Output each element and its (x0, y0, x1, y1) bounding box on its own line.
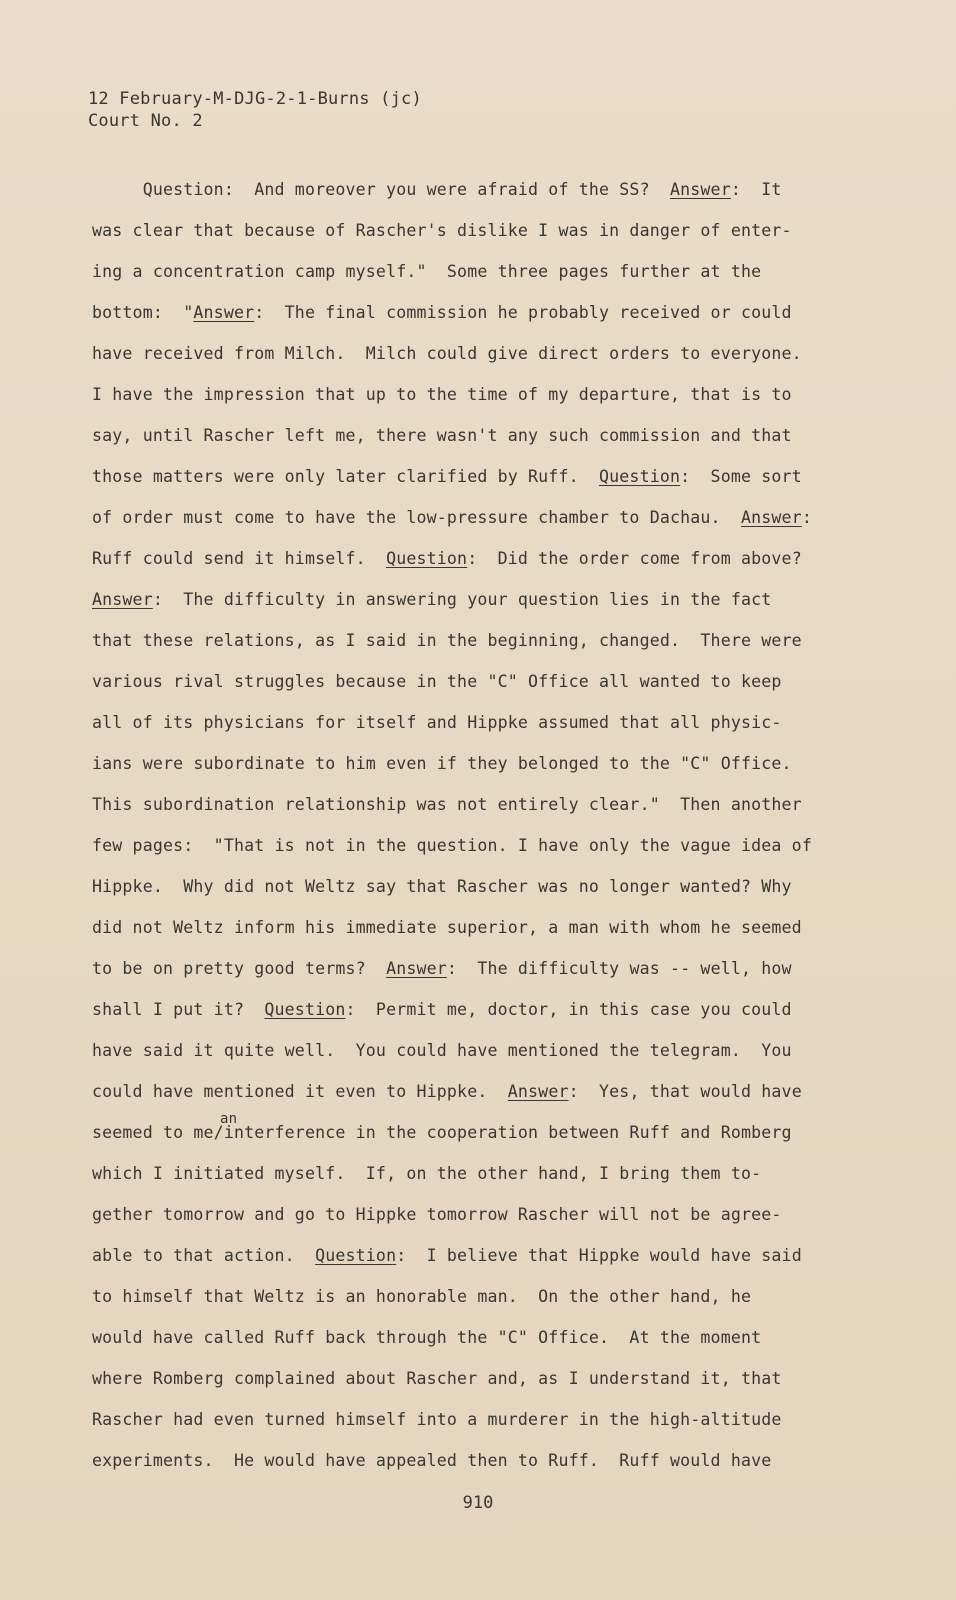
text-line (92, 463, 832, 504)
text-line (92, 914, 832, 955)
text-segment: few pages: "That is not in the question. I have only the vague idea of (92, 836, 812, 855)
text-line (92, 1242, 832, 1283)
text-line (92, 996, 832, 1037)
text-segment: did not Weltz inform his immediate superior, a man with whom he seemed (92, 918, 802, 937)
text-line (92, 340, 832, 381)
text-segment: : It (730, 180, 782, 199)
text-segment: gether tomorrow and go to Hippke tomorrow Rascher will not be agree- (92, 1205, 782, 1224)
text-segment: : Did the order come from above? (467, 549, 802, 568)
transcript-body (92, 176, 832, 1488)
text-line (92, 627, 832, 668)
text-line (92, 791, 832, 832)
text-line (92, 1078, 832, 1119)
text-line (92, 668, 832, 709)
text-segment: have received from Milch. Milch could give direct orders to everyone. (92, 344, 802, 363)
text-segment: : Permit me, doctor, in this case you could (345, 1000, 792, 1019)
header-court: Court No. 2 (88, 111, 203, 131)
speaker-label: Answer (92, 590, 153, 609)
text-segment: ians were subordinate to him even if they belonged to the "C" Office. (92, 754, 792, 773)
text-line (92, 1365, 832, 1406)
text-segment: : The difficulty in answering your question lies in the fact (152, 590, 772, 609)
speaker-label: Question (315, 1246, 397, 1265)
document-header (88, 88, 422, 132)
text-segment: : The final commission he probably received or could (254, 303, 792, 322)
text-segment: various rival struggles because in the "C" Office all wanted to keep (92, 672, 782, 691)
text-segment: where Romberg complained about Rascher and, as I understand it, that (92, 1369, 782, 1388)
text-line (92, 217, 832, 258)
text-segment: have said it quite well. You could have mentioned the telegram. You (92, 1041, 792, 1060)
speaker-label: Question (386, 549, 468, 568)
text-line (92, 1037, 832, 1078)
text-line (92, 504, 832, 545)
text-segment: Rascher had even turned himself into a murderer in the high-altitude (92, 1410, 782, 1429)
text-segment: all of its physicians for itself and Hippke assumed that all physic- (92, 713, 782, 732)
speaker-label: Answer (193, 303, 255, 322)
text-segment: shall I put it? (92, 1000, 265, 1019)
text-segment: to be on pretty good terms? (92, 959, 387, 978)
text-line (92, 381, 832, 422)
text-line (92, 1447, 832, 1488)
text-line (92, 1201, 832, 1242)
text-line (92, 258, 832, 299)
text-segment: Question: And moreover you were afraid of the SS? (92, 180, 670, 199)
text-segment: that these relations, as I said in the beginning, changed. There were (92, 631, 802, 650)
text-line (92, 299, 832, 340)
text-segment: Ruff could send it himself. (92, 549, 387, 568)
text-segment: Hippke. Why did not Weltz say that Rascher was no longer wanted? Why (92, 877, 792, 896)
text-line (92, 709, 832, 750)
text-segment: : (801, 508, 812, 527)
speaker-label: Question (264, 1000, 346, 1019)
text-segment: This subordination relationship was not entirely clear." Then another (92, 795, 802, 814)
page-number: 910 (462, 1493, 494, 1513)
text-line (92, 750, 832, 791)
text-line (92, 1324, 832, 1365)
text-line (92, 545, 832, 586)
text-segment: : I believe that Hippke would have said (396, 1246, 802, 1265)
speaker-label: Answer (670, 180, 731, 199)
text-segment: able to that action. (92, 1246, 316, 1265)
text-segment: ing a concentration camp myself." Some three pages further at the (92, 262, 762, 281)
text-line (92, 1111, 832, 1160)
text-segment: bottom: " (92, 303, 194, 322)
text-line (92, 832, 832, 873)
speaker-label: Answer (740, 508, 802, 527)
text-line (92, 1160, 832, 1201)
text-segment: say, until Rascher left me, there wasn't any such commission and that (92, 426, 792, 445)
speaker-label: Question (599, 467, 681, 486)
text-segment: experiments. He would have appealed then to Ruff. Ruff would have (92, 1451, 772, 1470)
text-segment: of order must come to have the low-pressure chamber to Dachau. (92, 508, 741, 527)
text-segment: : The difficulty was -- well, how (446, 959, 792, 978)
speaker-label: Answer (507, 1082, 569, 1101)
text-line (92, 873, 832, 914)
text-segment: I have the impression that up to the time of my departure, that is to (92, 385, 792, 404)
text-segment: : Yes, that would have (568, 1082, 802, 1101)
text-segment: would have called Ruff back through the "C" Office. At the moment (92, 1328, 762, 1347)
text-segment: those matters were only later clarified by Ruff. (92, 467, 600, 486)
text-line (92, 1283, 832, 1324)
text-line (92, 422, 832, 463)
text-line (92, 955, 832, 996)
header-reference: 12 February-M-DJG-2-1-Burns (jc) (88, 89, 422, 109)
text-segment: to himself that Weltz is an honorable man. On the other hand, he (92, 1287, 752, 1306)
text-segment: was clear that because of Rascher's dislike I was in danger of enter- (92, 221, 792, 240)
text-line (92, 1406, 832, 1447)
text-segment: seemed to me/interference in the cooperation between Ruff and Romberg (92, 1123, 792, 1142)
handwritten-insertion: an (220, 1111, 238, 1127)
speaker-label: Answer (386, 959, 447, 978)
text-line (92, 586, 832, 627)
text-segment: : Some sort (680, 467, 802, 486)
text-segment: could have mentioned it even to Hippke. (92, 1082, 508, 1101)
text-segment: which I initiated myself. If, on the other hand, I bring them to- (92, 1164, 762, 1183)
text-line (92, 176, 832, 217)
